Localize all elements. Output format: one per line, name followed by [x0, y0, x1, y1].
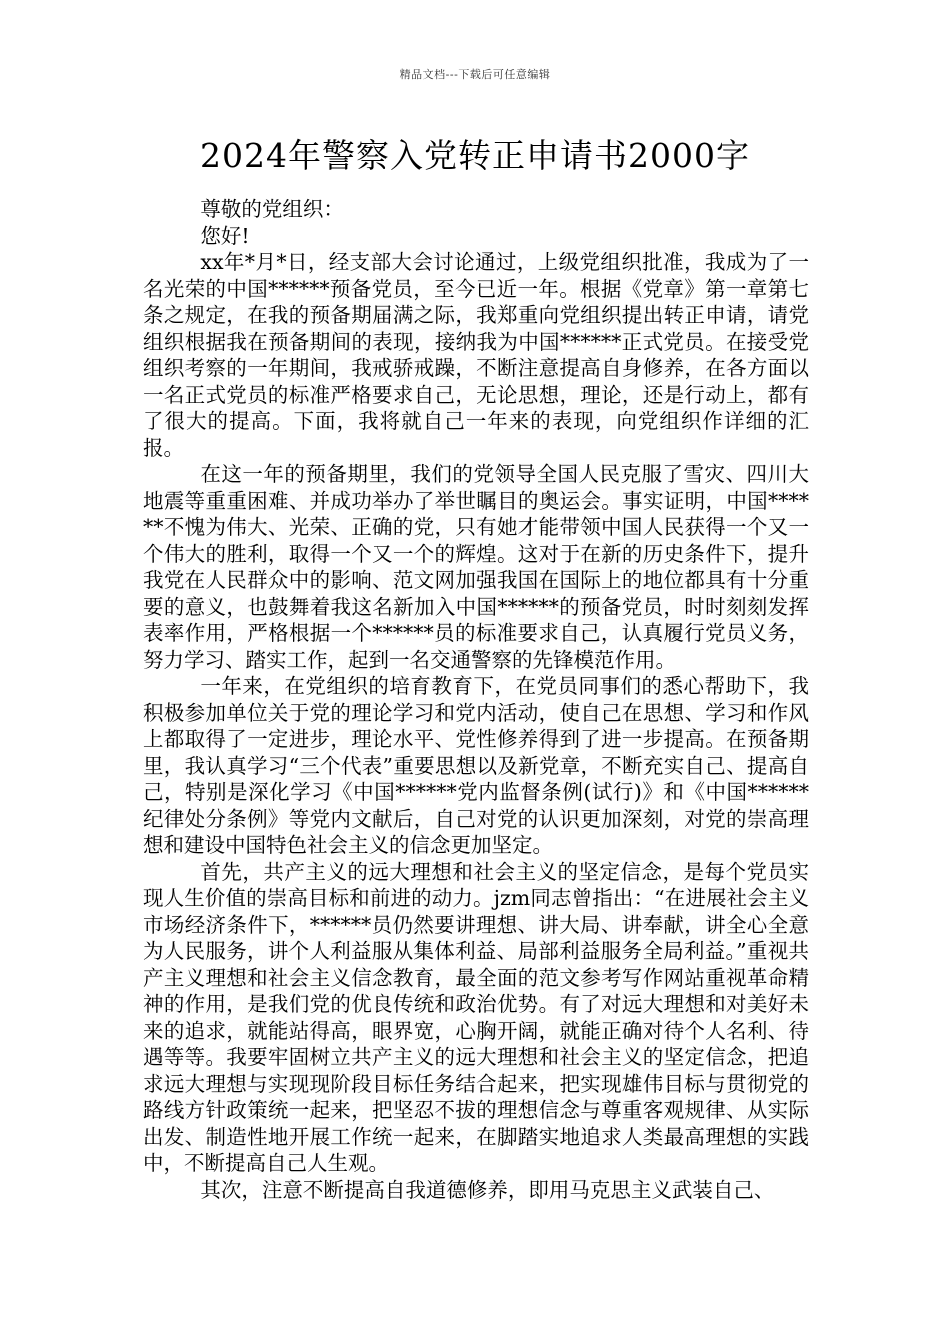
- salutation: 尊敬的党组织：: [200, 197, 344, 221]
- document-body: [143, 196, 809, 1203]
- paragraph-2: 在这一年的预备期里，我们的党领导全国人民克服了雪灾、四川大地震等重重困难、并成功举办了举世瞩目的奥运会。事实证明，中国******不愧为伟大、光荣、正确的党，只有她才能带领中国人民获得一个又一个伟大的胜利，取得一个又一个的辉煌。这对于在新的历史条件下，提升我党在人民群众中的影响、范文网加强我国在国际上的地位都具有十分重要的意义，也鼓舞着我这名新加入中国******的预备党员，时时刻刻发挥表率作用，严格根据一个******员的标准要求自己，认真履行党员义务，努力学习、踏实工作，起到一名交通警察的先锋模范作用。: [143, 462, 809, 672]
- paragraph-3: 一年来，在党组织的培育教育下，在党员同事们的悉心帮助下，我积极参加单位关于党的理论学习和党内活动，使自己在思想、学习和作风上都取得了一定进步，理论水平、党性修养得到了进一步提高。在预备期里，我认真学习“三个代表”重要思想以及新党章，不断充实自己、提高自己，特别是深化学习《中国******党内监督条例(试行)》和《中国******纪律处分条例》等党内文献后，自己对党的认识更加深刻，对党的崇高理想和建设中国特色社会主义的信念更加坚定。: [143, 674, 809, 857]
- paragraph-1: xx年*月*日，经支部大会讨论通过，上级党组织批准，我成为了一名光荣的中国******预备党员，至今已近一年。根据《党章》第一章第七条之规定，在我的预备期届满之际，我郑重向党组织提出转正申请，请党组织根据我在预备期间的表现，接纳我为中国******正式党员。在接受党组织考察的一年期间，我戒骄戒躁，不断注意提高自身修养，在各方面以一名正式党员的标准严格要求自己，无论思想，理论，还是行动上，都有了很大的提高。下面，我将就自己一年来的表现，向党组织作详细的汇报。: [143, 250, 809, 460]
- header-note: 精品文档---下载后可任意编辑: [399, 68, 551, 81]
- paragraph-4: 首先，共产主义的远大理想和社会主义的坚定信念，是每个党员实现人生价值的崇高目标和前进的动力。jzm同志曾指出：“在进展社会主义市场经济条件下，******员仍然要讲理想、讲大局、讲奉献，讲全心全意为人民服务，讲个人利益服从集体利益、局部利益服务全局利益。”重视共产主义理想和社会主义信念教育，最全面的范文参考写作网站重视革命精神的作用，是我们党的优良传统和政治优势。有了对远大理想和对美好未来的追求，就能站得高，眼界宽，心胸开阔，就能正确对待个人名利、待遇等等。我要牢固树立共产主义的远大理想和社会主义的坚定信念，把追求远大理想与实现现阶段目标任务结合起来，把实现雄伟目标与贯彻党的路线方针政策统一起来，把坚忍不拔的理想信念与尊重客观规律、从实际出发、制造性地开展工作统一起来，在脚踏实地追求人类最高理想的实践中，不断提高自己人生观。: [143, 859, 809, 1175]
- paragraph-5: 其次，注意不断提高自我道德修养，即用马克思主义武装自己、: [200, 1177, 775, 1202]
- document-title: 2024年警察入党转正申请书2000字: [200, 136, 750, 175]
- greeting: 您好!: [200, 223, 250, 248]
